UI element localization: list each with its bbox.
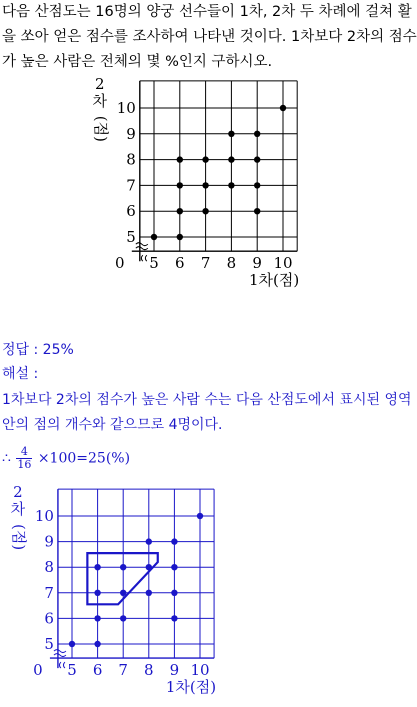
data-point	[202, 156, 208, 162]
data-point	[202, 182, 208, 188]
data-point	[146, 590, 152, 596]
x-tick-label: 6	[175, 254, 185, 273]
data-point	[120, 590, 126, 596]
data-point	[228, 131, 234, 137]
data-point	[254, 208, 260, 214]
x-tick-label: 5	[149, 254, 159, 273]
x-axis-label: 1차(점)	[248, 271, 300, 290]
x-tick-label: 6	[92, 661, 103, 680]
data-point	[254, 131, 260, 137]
data-point	[177, 182, 183, 188]
data-point	[254, 182, 260, 188]
y-axis-label: 2	[13, 483, 23, 502]
scatter-plot-question	[80, 74, 310, 310]
x-axis-label: 1차(점)	[165, 678, 217, 697]
x-tick-label: 9	[252, 254, 262, 273]
data-point	[120, 615, 126, 621]
y-tick-label: 8	[44, 558, 54, 577]
data-point	[171, 590, 177, 596]
data-point	[94, 564, 100, 570]
data-point	[151, 234, 157, 240]
data-point	[177, 156, 183, 162]
data-point	[146, 538, 152, 544]
data-point	[177, 208, 183, 214]
y-axis-label: 차	[92, 91, 108, 110]
data-point	[94, 641, 100, 647]
explanation-line: 안의 점의 개수와 같으므로 4명이다.	[2, 417, 223, 433]
y-tick-label: 6	[44, 609, 54, 628]
fraction-numerator: 4	[16, 446, 32, 459]
y-axis-label: (점)	[9, 524, 28, 551]
data-point	[171, 564, 177, 570]
data-point	[228, 156, 234, 162]
y-tick-label: 7	[44, 583, 54, 602]
x-tick-label: 8	[226, 254, 237, 273]
data-point	[197, 513, 203, 519]
y-tick-label: 8	[126, 150, 136, 169]
data-point	[69, 641, 75, 647]
x-tick-label: 10	[273, 254, 293, 273]
y-tick-label: 9	[44, 532, 54, 551]
data-point	[171, 538, 177, 544]
therefore-symbol: ∴	[2, 450, 11, 467]
origin-label: 0	[115, 254, 125, 273]
data-point	[280, 105, 286, 111]
data-point	[146, 564, 152, 570]
axis-break-mark	[141, 255, 147, 261]
axis-break-mark	[54, 650, 66, 657]
formula-result: ×100=25(%)	[37, 450, 131, 467]
axis-break-mark	[59, 662, 65, 668]
data-point	[171, 615, 177, 621]
explanation-title: 해설 :	[2, 366, 39, 382]
x-tick-label: 7	[200, 254, 211, 273]
y-axis-label: 차	[10, 500, 26, 519]
x-tick-label: 10	[190, 661, 210, 680]
y-axis-label: 2	[95, 74, 105, 93]
axis-break-mark	[136, 243, 148, 250]
fraction	[16, 446, 32, 471]
y-tick-label: 6	[126, 202, 136, 221]
question-line: 가 높은 사람은 전체의 몇 %인지 구하시오.	[2, 54, 273, 70]
y-tick-label: 10	[116, 99, 136, 117]
data-point	[177, 234, 183, 240]
fraction-denominator: 16	[17, 458, 32, 471]
x-tick-label: 5	[67, 661, 77, 680]
y-tick-label: 10	[34, 507, 54, 525]
explanation-line: 1차보다 2차의 점수가 높은 사람 수는 다음 산점도에서 표시된 영역	[2, 392, 412, 408]
x-tick-label: 8	[144, 661, 154, 680]
question-line: 을 쏘아 얻은 점수를 조사하여 나타낸 것이다. 1차보다 2차의 점수	[2, 29, 417, 45]
data-point	[120, 564, 126, 570]
data-point	[202, 208, 208, 214]
x-tick-label: 9	[169, 661, 180, 680]
y-tick-label: 7	[126, 176, 136, 195]
question-line: 다음 산점도는 16명의 양궁 선수들이 1차, 2차 두 차례에 걸쳐 활	[2, 4, 412, 20]
data-point	[94, 615, 100, 621]
y-axis-label: (점)	[91, 115, 110, 143]
origin-label: 0	[33, 661, 43, 680]
data-point	[254, 156, 260, 162]
x-tick-label: 7	[118, 661, 128, 680]
y-tick-label: 9	[126, 124, 136, 143]
data-point	[228, 182, 234, 188]
answer-label: 정답 : 25%	[2, 342, 74, 358]
formula	[2, 446, 130, 471]
y-tick-label: 5	[126, 228, 136, 246]
scatter-plot-solution	[0, 485, 235, 707]
y-tick-label: 5	[44, 635, 54, 653]
data-point	[94, 590, 100, 596]
